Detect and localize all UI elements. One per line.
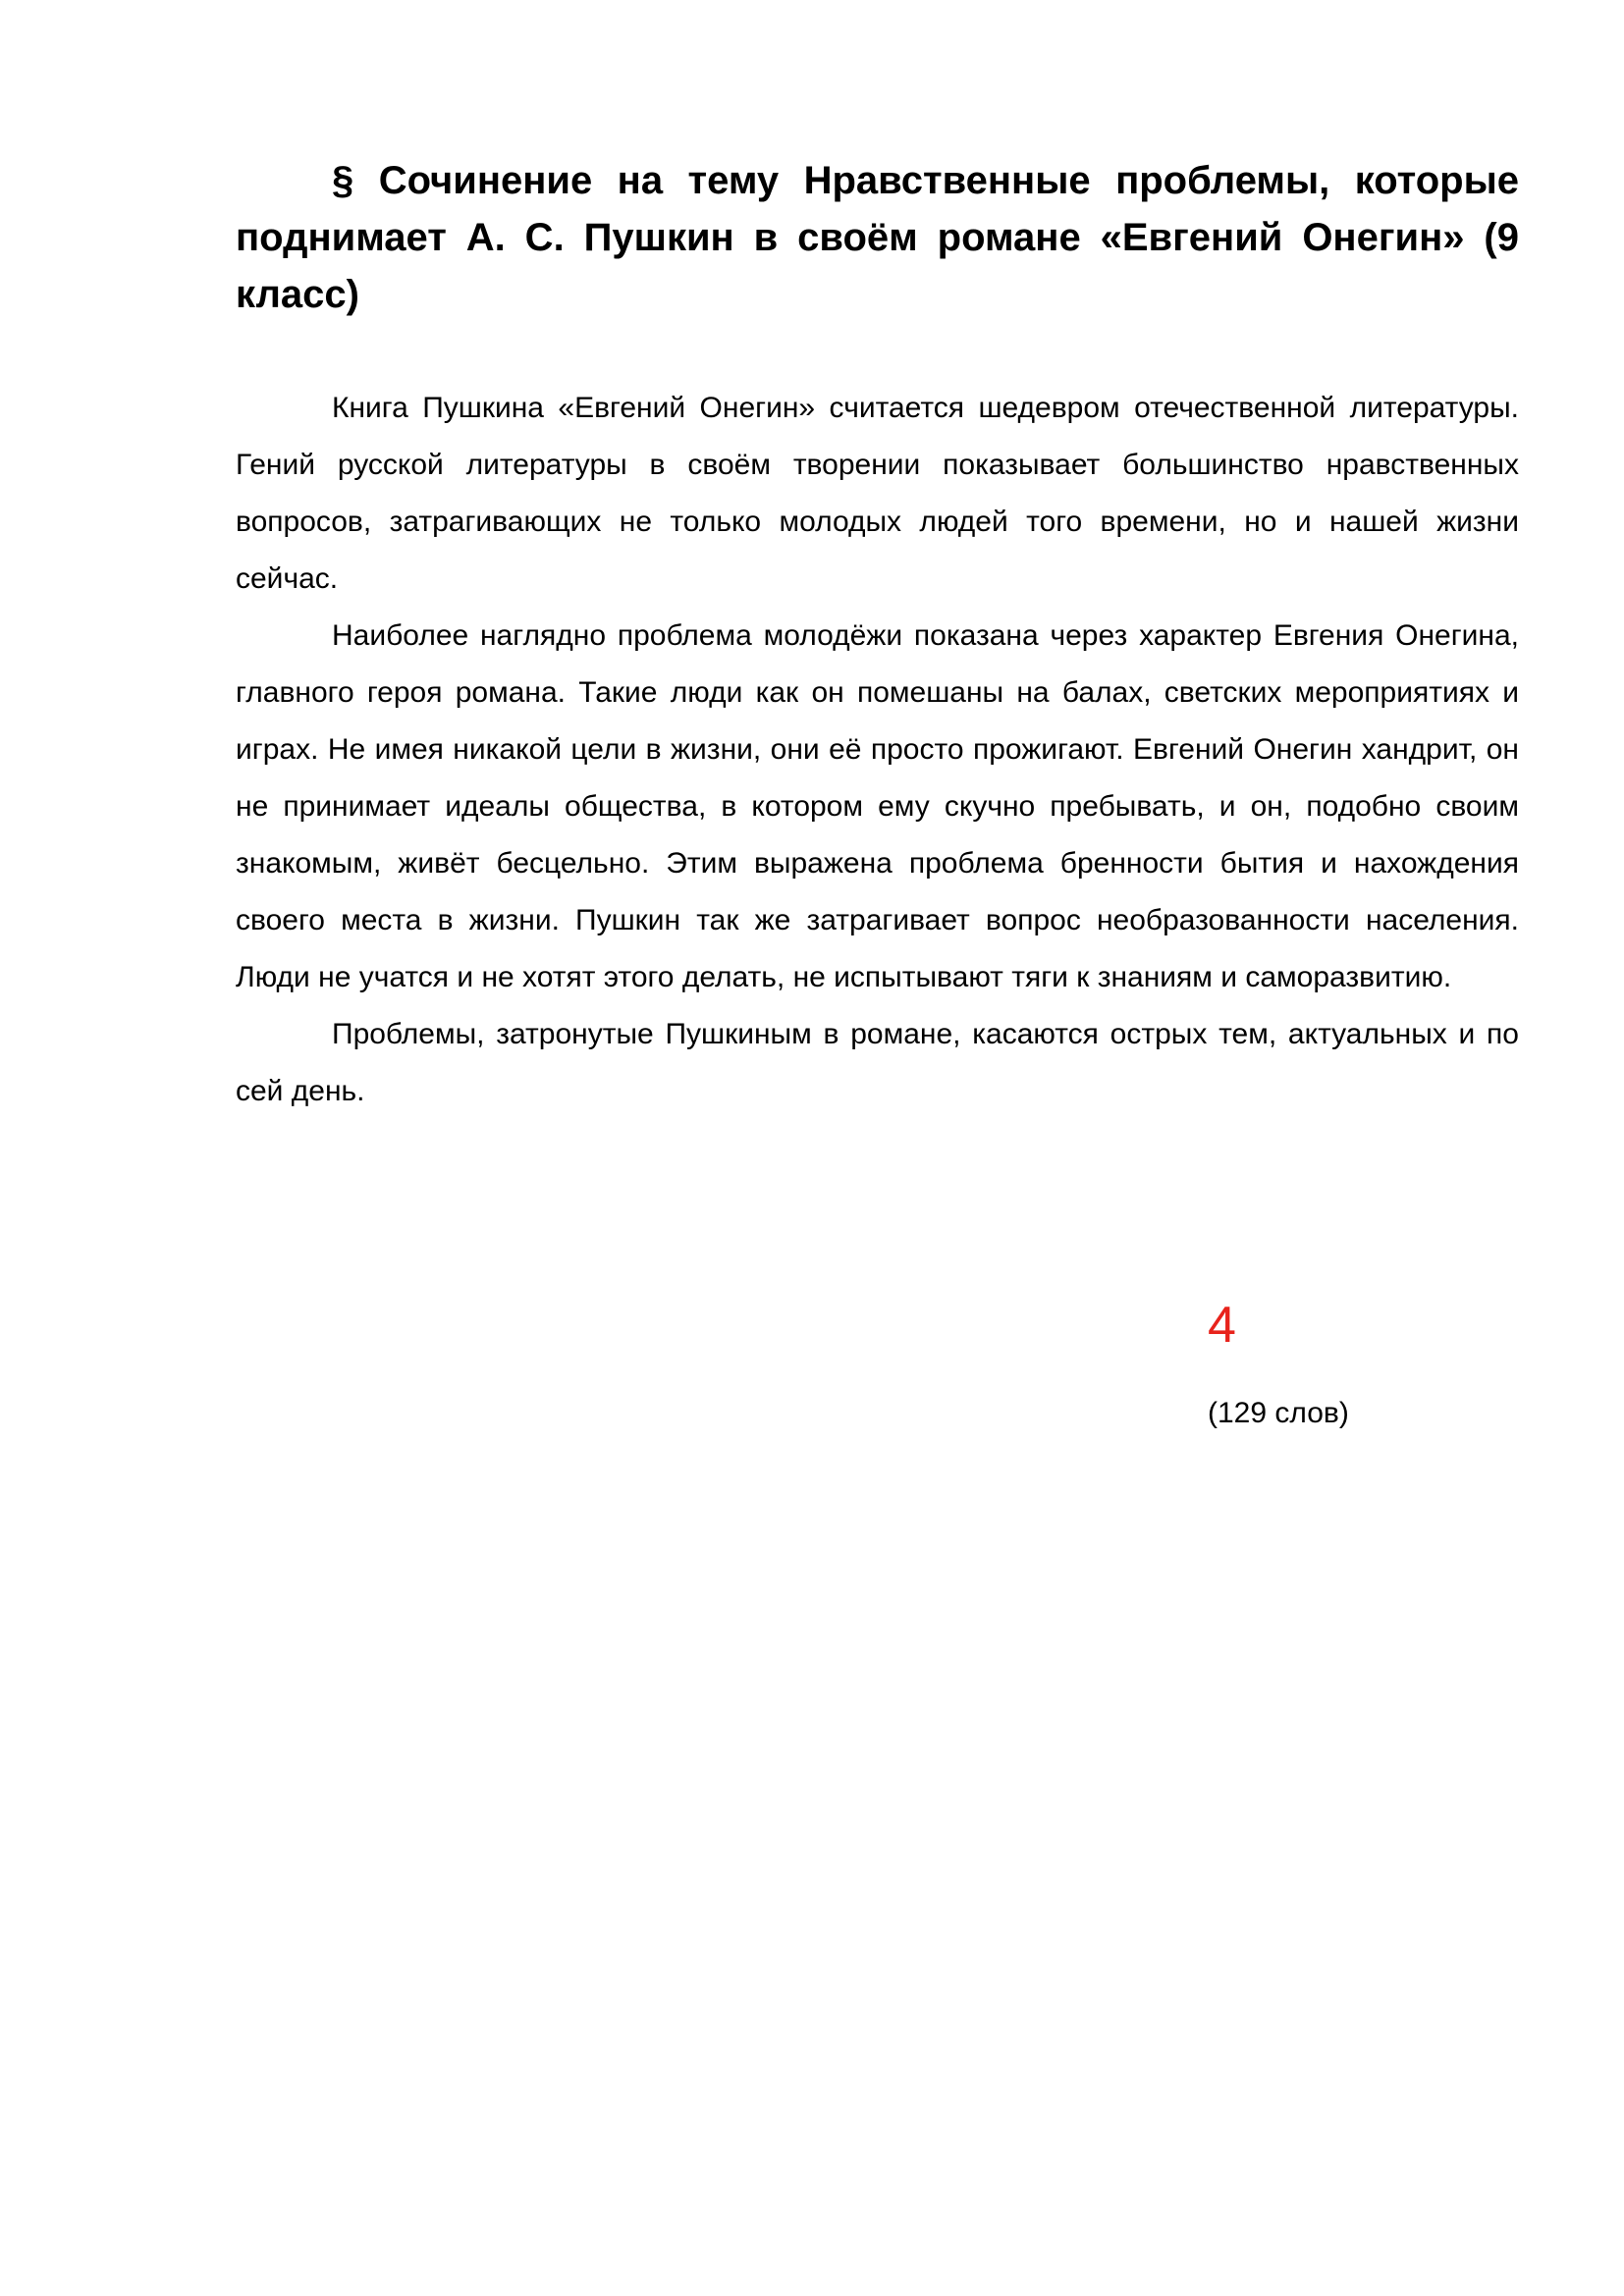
grade-mark: 4 [1208,1297,1236,1354]
essay-body [236,380,1519,1120]
essay-paragraph-1: Книга Пушкина «Евгений Онегин» считается шедевром отечественной литературы. Гений русской литературы в своём творении показывает большинство нравственных вопросов, затрагивающих не только молодых людей того времени, но и нашей жизни сейчас. [236,392,1519,595]
word-count: (129 слов) [1208,1397,1349,1429]
document-content [236,152,1519,1120]
essay-title: § Сочинение на тему Нравственные проблемы, которые поднимает А. С. Пушкин в своём романе «Евгений Онегин» (9 класс) [236,159,1519,316]
essay-paragraph-2: Наиболее наглядно проблема молодёжи показана через характер Евгения Онегина, главного героя романа. Такие люди как он помешаны на балах, светских мероприятиях и играх. Не имея никакой цели в жизни, они её просто прожигают. Евгений Онегин хандрит, он не принимает идеалы общества, в котором ему скучно пребывать, и он, подобно своим знакомым, живёт бесцельно. Этим выражена проблема бренности бытия и нахождения своего места в жизни. Пушкин так же затрагивает вопрос необразованности населения. Люди не учатся и не хотят этого делать, не испытывают тяги к знаниям и саморазвитию. [236,619,1519,993]
essay-paragraph-3: Проблемы, затронутые Пушкиным в романе, касаются острых тем, актуальных и по сей день. [236,1018,1519,1107]
